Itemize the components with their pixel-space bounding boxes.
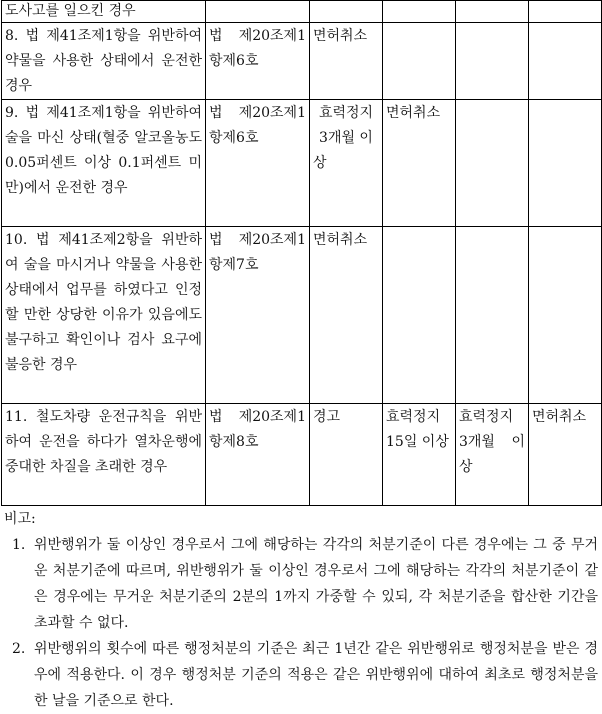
table-row	[2, 1, 602, 23]
table-row	[2, 100, 602, 227]
penalty-4th-cell	[529, 227, 602, 404]
penalty-2nd-cell: 효력정지 15일 이상	[383, 404, 456, 506]
penalty-2nd-cell: 면허취소	[383, 100, 456, 227]
penalty-criteria-table	[1, 0, 602, 506]
penalty-4th-cell	[529, 23, 602, 100]
penalty-1st-cell: 경고	[310, 404, 383, 506]
penalty-2nd-cell	[383, 1, 456, 23]
remark-text: 위반행위가 둘 이상인 경우로서 그에 해당하는 각각의 처분기준이 다른 경우에는 그 중 무거운 처분기준에 따르며, 위반행위가 둘 이상인 경우로서 그에 해당하는 각각의 처분기준이 같은 경우에는 무거운 처분기준의 2분의 1까지 가중할 수 있되, 각 처분기준을 합산한 기간을 초과할 수 없다.	[34, 537, 598, 631]
violation-cell: 11. 철도차량 운전규칙을 위반하여 운전을 하다가 열차운행에 중대한 차질을 초래한 경우	[2, 404, 206, 506]
penalty-3rd-cell	[456, 100, 529, 227]
table-row	[2, 23, 602, 100]
penalty-1st-cell: 면허취소	[310, 23, 383, 100]
violation-cell: 8. 법 제41조제1항을 위반하여 약물을 사용한 상태에서 운전한 경우	[2, 23, 206, 100]
penalty-4th-cell	[529, 1, 602, 23]
remarks-section	[0, 506, 602, 714]
penalty-2nd-cell	[383, 23, 456, 100]
penalty-3rd-cell	[456, 1, 529, 23]
penalty-1st-cell: 효력정지 3개월 이상	[310, 100, 383, 227]
table-row	[2, 404, 602, 506]
penalty-3rd-cell	[456, 227, 529, 404]
violation-cell: 9. 법 제41조제1항을 위반하여 술을 마신 상태(혈중 알코올농도 0.05퍼센트 이상 0.1퍼센트 미만)에서 운전한 경우	[2, 100, 206, 227]
penalty-2nd-cell	[383, 227, 456, 404]
penalty-4th-cell	[529, 100, 602, 227]
violation-cell: 도사고를 일으킨 경우	[2, 1, 206, 23]
penalty-1st-cell: 면허취소	[310, 227, 383, 404]
legal-basis-cell: 법 제20조제1항제8호	[206, 404, 310, 506]
remark-number: 1.	[12, 537, 26, 553]
penalty-4th-cell: 면허취소	[529, 404, 602, 506]
table-row	[2, 227, 602, 404]
remarks-title: 비고:	[4, 511, 36, 527]
remark-number: 2.	[12, 641, 26, 657]
legal-basis-cell	[206, 1, 310, 23]
remark-item	[4, 636, 600, 714]
legal-basis-cell: 법 제20조제1항제6호	[206, 100, 310, 227]
legal-basis-cell: 법 제20조제1항제7호	[206, 227, 310, 404]
penalty-1st-cell	[310, 1, 383, 23]
legal-basis-cell: 법 제20조제1항제6호	[206, 23, 310, 100]
remark-text: 위반행위의 횟수에 따른 행정처분의 기준은 최근 1년간 같은 위반행위로 행정처분을 받은 경우에 적용한다. 이 경우 행정처분 기준의 적용은 같은 위반행위에 대하여 최초로 행정처분을 한 날을 기준으로 한다.	[34, 641, 598, 709]
remark-item	[4, 532, 600, 636]
penalty-3rd-cell: 효력정지 3개월 이상	[456, 404, 529, 506]
penalty-3rd-cell	[456, 23, 529, 100]
violation-cell: 10. 법 제41조제2항을 위반하여 술을 마시거나 약물을 사용한 상태에서 업무를 하였다고 인정할 만한 상당한 이유가 있음에도 불구하고 확인이나 검사 요구에 불응한 경우	[2, 227, 206, 404]
